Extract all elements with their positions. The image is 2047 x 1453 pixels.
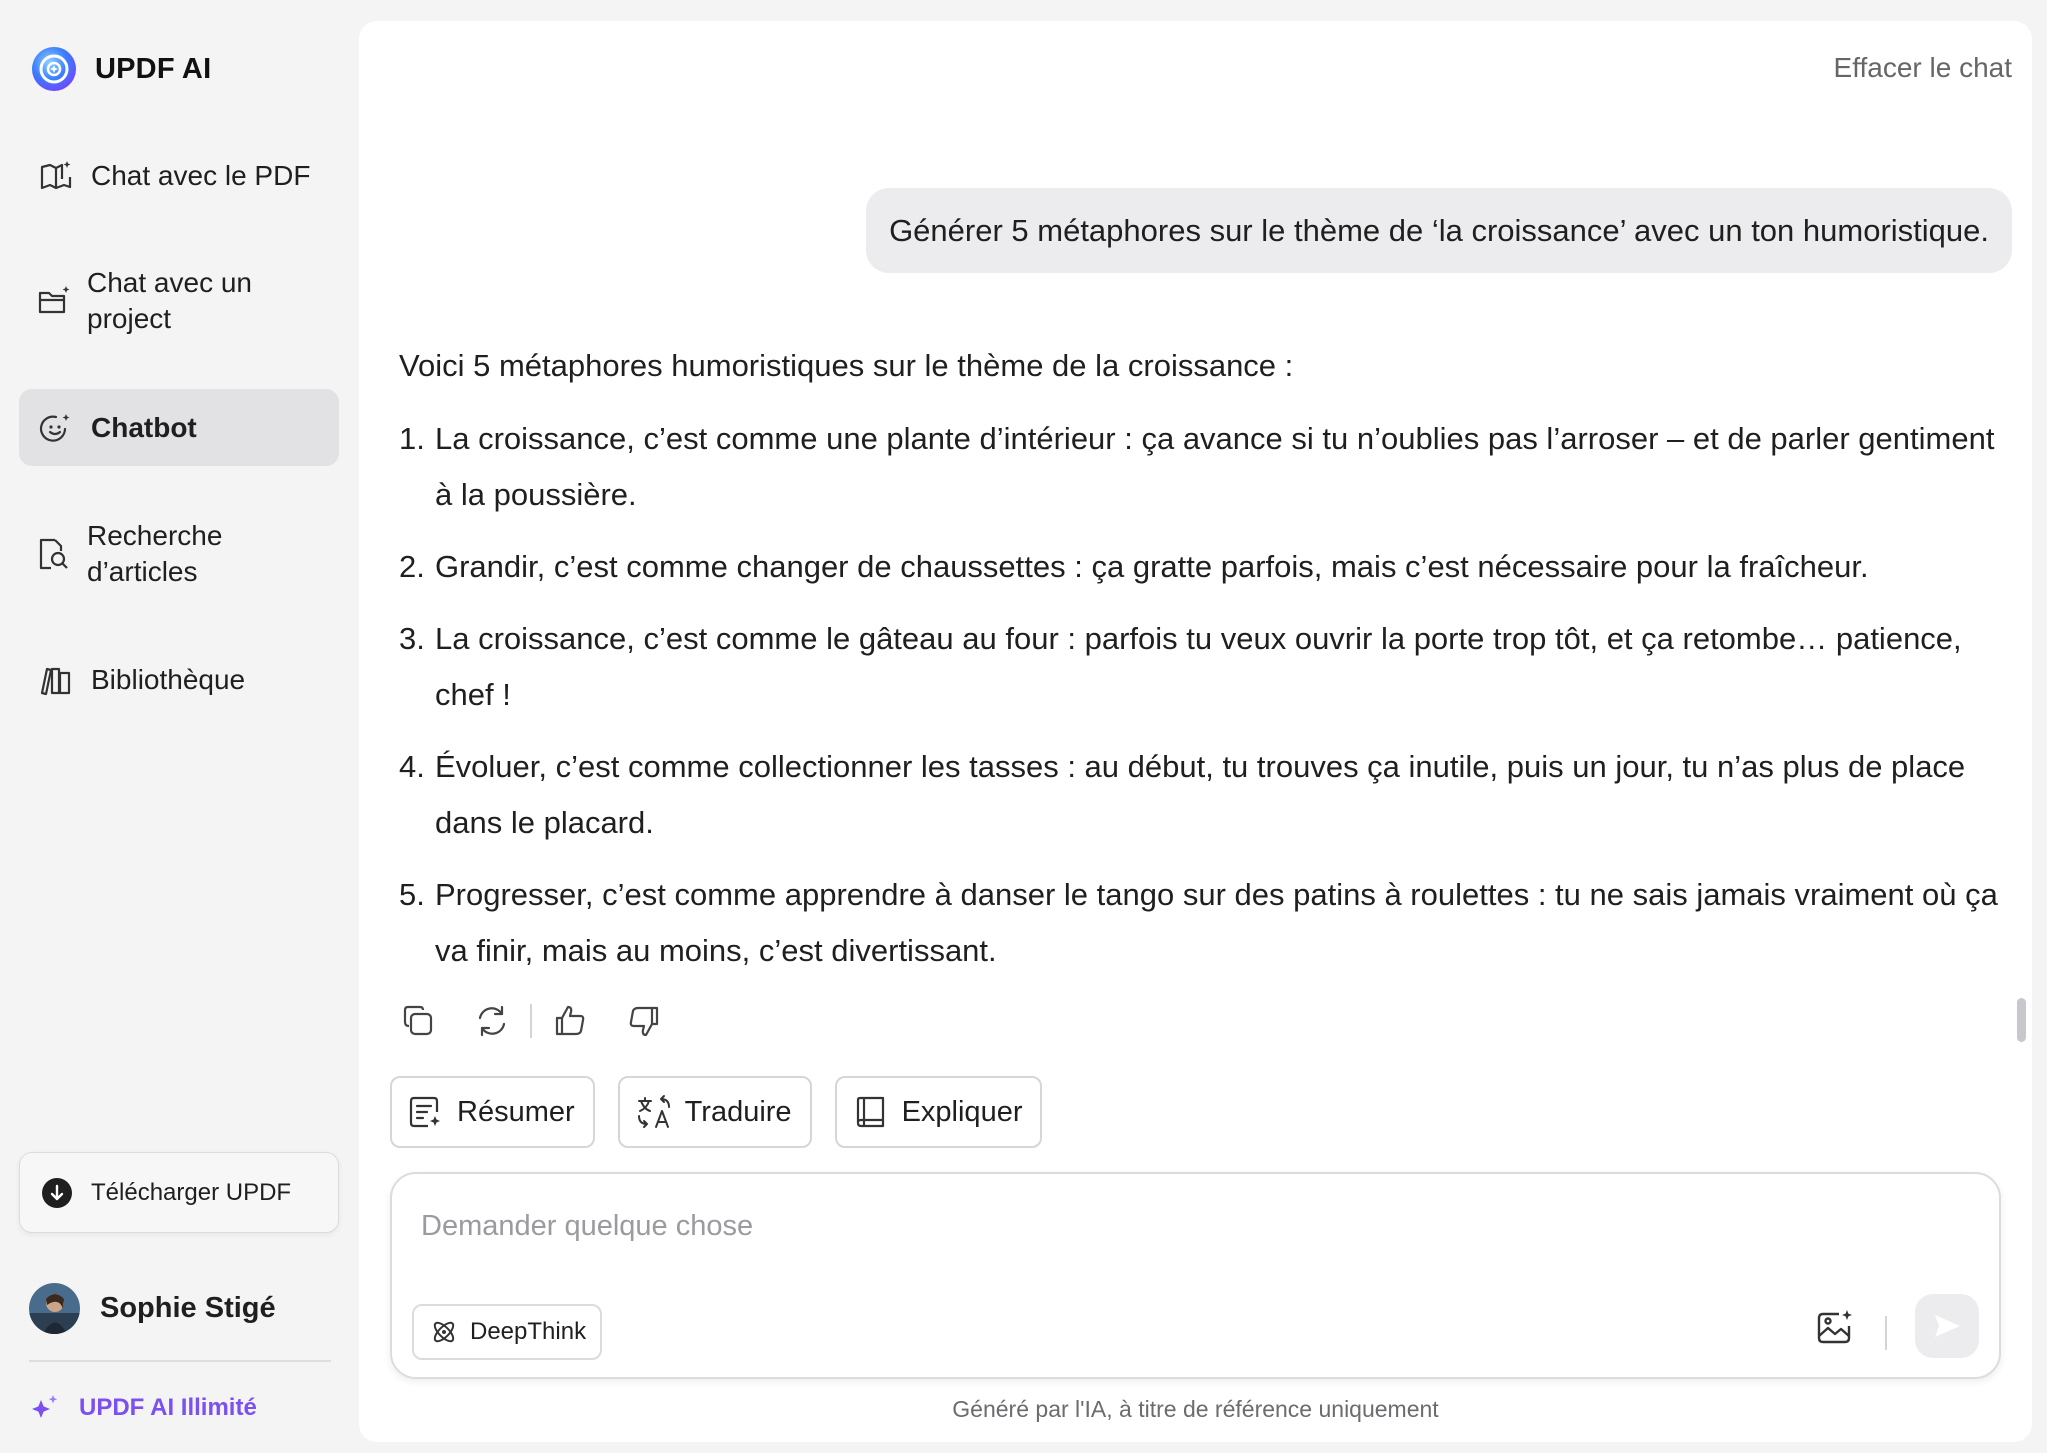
sidebar-item-label: Bibliothèque (91, 664, 246, 695)
translate-label: Traduire (684, 1095, 792, 1128)
send-icon (1932, 1311, 1962, 1341)
deepthink-label: DeepThink (470, 1318, 587, 1345)
chat-composer (390, 1172, 2001, 1379)
scrollbar[interactable] (2017, 998, 2026, 1042)
avatar (29, 1283, 80, 1334)
download-updf-button[interactable] (19, 1152, 339, 1233)
thumbs-up-icon[interactable] (551, 1002, 589, 1040)
download-label: Télécharger UPDF (91, 1178, 292, 1206)
regenerate-icon[interactable] (473, 1002, 511, 1040)
answer-list (399, 411, 2019, 979)
book-explain-icon (853, 1094, 889, 1130)
quick-actions (390, 1076, 1065, 1148)
list-item: 3. La croissance, c’est comme le gâteau au four : parfois tu veux ouvrir la porte trop tôt, et ça retombe… patience, chef ! (399, 621, 1962, 712)
answer-intro: Voici 5 métaphores humoristiques sur le thème de la croissance : (399, 348, 1294, 383)
sidebar (0, 0, 357, 1453)
book-sparkle-icon (38, 158, 74, 194)
composer-divider (1885, 1316, 1887, 1350)
message-actions (399, 1002, 663, 1040)
list-item: 2. Grandir, c’est comme changer de chaussettes : ça gratte parfois, mais c’est nécessaire pour la fraîcheur. (399, 549, 1869, 584)
sidebar-item-label: Chat avec le PDF (91, 160, 311, 191)
ai-disclaimer: Généré par l'IA, à titre de référence uniquement (952, 1396, 1439, 1422)
sidebar-item-label: Chatbot (91, 411, 197, 443)
atom-icon (430, 1318, 458, 1346)
app-name: UPDF AI (95, 52, 212, 85)
download-icon (41, 1177, 73, 1209)
sidebar-item-library[interactable] (19, 654, 339, 706)
upgrade-link[interactable] (29, 1392, 257, 1424)
user-message-bubble: Générer 5 métaphores sur le thème de ‘la croissance’ avec un ton humoristique. (866, 188, 2012, 273)
clear-chat-button[interactable]: Effacer le chat (1833, 52, 2012, 83)
list-item: 4. Évoluer, c’est comme collectionner les tasses : au début, tu trouves ça inutile, puis un jour, tu n’as plus de place dans le placard. (399, 749, 1966, 840)
sidebar-item-chat-project[interactable] (19, 262, 339, 340)
explain-label: Expliquer (901, 1095, 1023, 1128)
sidebar-item-label: Recherche d’articles (87, 520, 223, 587)
user-name: Sophie Stigé (100, 1292, 276, 1324)
list-item: 1. La croissance, c’est comme une plante d’intérieur : ça avance si tu n’oublies pas l’arroser – et de parler gentiment à la poussière. (399, 421, 1995, 512)
image-ai-icon[interactable] (1815, 1308, 1855, 1348)
sparkle-icon (29, 1392, 61, 1424)
summary-icon (408, 1094, 444, 1130)
updf-logo-icon (31, 46, 77, 92)
translate-icon (636, 1094, 672, 1130)
upgrade-label: UPDF AI Illimité (79, 1394, 257, 1421)
copy-icon[interactable] (399, 1002, 437, 1040)
library-books-icon (38, 662, 74, 698)
action-divider (530, 1004, 532, 1038)
thumbs-down-icon[interactable] (625, 1002, 663, 1040)
folder-sparkle-icon (36, 283, 72, 319)
sidebar-item-chat-pdf[interactable] (19, 150, 339, 202)
sidebar-item-chatbot[interactable] (19, 389, 339, 466)
document-search-icon (36, 536, 72, 572)
chat-panel (359, 21, 2032, 1442)
deepthink-toggle[interactable] (412, 1304, 602, 1360)
send-button[interactable] (1915, 1294, 1979, 1358)
list-item: 5. Progresser, c’est comme apprendre à danser le tango sur des patins à roulettes : tu ne sais jamais vraiment où ça va finir, mais au moins, c’est divertissant. (399, 877, 1998, 968)
chat-input[interactable] (421, 1210, 1921, 1243)
sidebar-item-articles[interactable] (19, 515, 339, 593)
explain-button[interactable] (835, 1076, 1043, 1148)
assistant-answer (399, 342, 2019, 995)
sidebar-item-label: Chat avec un project (87, 267, 252, 334)
sidebar-divider (29, 1360, 331, 1362)
translate-button[interactable] (618, 1076, 812, 1148)
chatbot-face-icon (38, 410, 74, 446)
user-profile[interactable] (29, 1283, 276, 1334)
summarize-label: Résumer (457, 1095, 575, 1128)
brand[interactable] (31, 46, 211, 92)
summarize-button[interactable] (390, 1076, 595, 1148)
